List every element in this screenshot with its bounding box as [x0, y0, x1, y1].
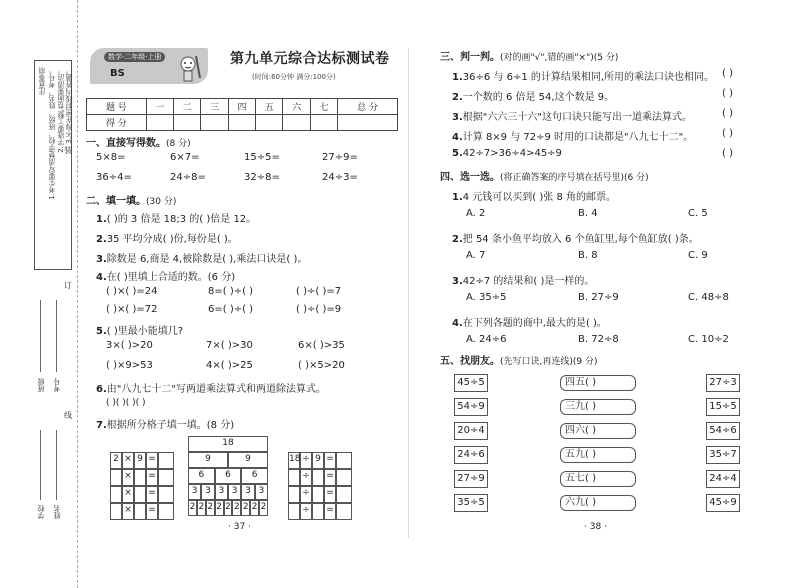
question-number: 3. [452, 112, 463, 123]
section-5-hint: (先写口诀,再连线)(9 分) [500, 357, 598, 367]
bar-segment: 2 [241, 500, 250, 516]
score-table-score-row [87, 115, 398, 131]
grid-answer-cell[interactable] [336, 452, 352, 469]
note-1: 1.考生要写清楚学校、班级、姓名、考号。 [48, 67, 56, 200]
question-2-6 [96, 380, 326, 395]
field-name-label: 姓名 [53, 505, 61, 519]
calc-item[interactable]: 32÷8= [244, 172, 280, 183]
calc-item[interactable]: 27÷9= [322, 152, 358, 163]
match-mid-box[interactable]: 六九( ) [560, 495, 636, 511]
fill-item[interactable]: 4×( )>25 [206, 360, 253, 371]
option[interactable]: B. 8 [578, 250, 598, 261]
bar-segment: 3 [201, 484, 214, 500]
option[interactable]: B. 27÷9 [578, 292, 619, 303]
bar-segment: 2 [250, 500, 259, 516]
question-text: 35 平均分成( )份,每份是( )。 [106, 234, 238, 245]
grid-cell[interactable] [110, 469, 122, 486]
notes-box [34, 60, 72, 270]
grid-cell[interactable] [110, 486, 122, 503]
bar-segment: 6 [215, 468, 242, 484]
match-left-box[interactable]: 20÷4 [454, 422, 488, 440]
grid-cell[interactable] [110, 503, 122, 520]
bar-segment: 6 [241, 468, 268, 484]
section-5-heading: 五、找朋友。 [440, 356, 500, 367]
question-number: 1. [96, 214, 107, 225]
grid-cell: × [122, 452, 134, 469]
grid-cell: ÷ [300, 503, 312, 520]
match-right-box[interactable]: 35÷7 [706, 446, 740, 464]
bar-segment: 3 [241, 484, 254, 500]
page-number-right: · 38 · [584, 522, 607, 532]
score-header-cell: 题 号 [87, 99, 147, 115]
calc-item[interactable]: 15÷5= [244, 152, 280, 163]
question-text: 一个数的 6 倍是 54,这个数是 9。 [462, 92, 615, 103]
score-header-cell: 四 [228, 99, 255, 115]
question-number: 5. [452, 148, 463, 159]
score-header-cell: 二 [174, 99, 201, 115]
grid-cell[interactable] [288, 503, 300, 520]
section-2-points: (30 分) [146, 197, 177, 207]
question-text: 42÷7 的结果和( )是一样的。 [462, 276, 595, 287]
grid-answer-cell[interactable] [336, 503, 352, 520]
grid-cell[interactable]: 9 [312, 452, 324, 469]
bar-segment: 3 [188, 484, 201, 500]
bar-segment: 6 [188, 468, 215, 484]
section-1-title [86, 134, 191, 149]
question-2-6-blanks[interactable]: ( )( )( )( ) [106, 398, 146, 408]
question-2-3[interactable] [96, 250, 307, 265]
bar-segment: 9 [188, 452, 228, 468]
bar-segment: 2 [188, 500, 197, 516]
note-2: 2.字迹要工整,卷面要清洁。 [57, 67, 65, 153]
grid-cell[interactable] [134, 469, 146, 486]
grid-cell[interactable] [288, 469, 300, 486]
pencil-mascot-icon [172, 52, 204, 84]
section-2-title [86, 192, 176, 207]
question-text: 36÷6 与 6÷1 的计算结果相同,所用的乘法口诀也相同。 [462, 72, 715, 83]
binding-strip [0, 0, 78, 588]
score-header-cell: 五 [256, 99, 283, 115]
question-number: 4. [452, 318, 463, 329]
question-text: ( )里最小能填几? [106, 326, 184, 337]
match-left-box[interactable]: 27÷9 [454, 470, 488, 488]
grid-cell[interactable] [134, 503, 146, 520]
seal-char-bottom: 线 [64, 411, 72, 420]
judge-answer-paren[interactable]: ( ) [722, 148, 733, 159]
match-right-box[interactable]: 45÷9 [706, 494, 740, 512]
field-number-label: 考号 [53, 378, 61, 392]
grid-cell[interactable] [312, 503, 324, 520]
match-right-box[interactable]: 24÷4 [706, 470, 740, 488]
judge-answer-paren[interactable]: ( ) [722, 128, 733, 139]
judge-item [452, 68, 714, 83]
judge-item [452, 108, 692, 123]
score-header-cell: 三 [201, 99, 228, 115]
grid-cell: = [324, 469, 336, 486]
calc-item[interactable]: 36÷4= [96, 172, 132, 183]
question-text: 除数是 6,商是 4,被除数是( ),乘法口诀是( )。 [106, 254, 308, 265]
bar-total: 18 [188, 436, 268, 452]
score-cell[interactable] [174, 115, 201, 131]
question-text: 计算 8×9 与 72÷9 时用的口诀都是"八九七十二"。 [462, 132, 694, 143]
option[interactable]: B. 4 [578, 208, 598, 219]
section-3-title [440, 48, 618, 63]
score-table [86, 98, 398, 131]
question-text: 由"八九七十二"写两道乘法算式和两道除法算式。 [106, 384, 326, 395]
question-text: 4 元钱可以买到( )张 8 角的邮票。 [462, 192, 617, 203]
fill-item[interactable]: ( )×( )=24 [106, 286, 158, 297]
option[interactable]: C. 48÷8 [688, 292, 729, 303]
page-divider [408, 48, 409, 538]
grid-cell[interactable] [312, 486, 324, 503]
question-number: 7. [96, 420, 107, 431]
option[interactable]: A. 7 [466, 250, 486, 261]
seal-char-top: 装 [64, 146, 72, 155]
section-5-title [440, 352, 598, 367]
fill-item[interactable]: 7×( )>30 [206, 340, 253, 351]
bar-segment: 3 [228, 484, 241, 500]
grid-answer-cell[interactable] [158, 503, 174, 520]
field-school-line[interactable] [40, 430, 41, 500]
section-1-heading: 一、直接写得数。 [86, 138, 166, 149]
question-text: 在下列各题的商中,最大的是( )。 [462, 318, 607, 329]
grid-cell: ÷ [300, 486, 312, 503]
grid-cell[interactable]: 2 [110, 452, 122, 469]
question-2-7 [96, 416, 234, 431]
grid-cell: = [146, 452, 158, 469]
match-mid-box[interactable]: 五七( ) [560, 471, 636, 487]
grid-cell: = [324, 503, 336, 520]
question-number: 4. [96, 272, 107, 283]
grid-cell: × [122, 469, 134, 486]
match-right-box[interactable]: 15÷5 [706, 398, 740, 416]
bar-segment: 3 [215, 484, 228, 500]
question-text: 把 54 条小鱼平均放入 6 个鱼缸里,每个鱼缸放( )条。 [462, 234, 699, 245]
grid-cell: × [122, 503, 134, 520]
score-header-cell: 总 分 [338, 99, 398, 115]
grid-cell[interactable] [288, 486, 300, 503]
match-mid-box[interactable]: 五九( ) [560, 447, 636, 463]
judge-answer-paren[interactable]: ( ) [722, 68, 733, 79]
question-number: 5. [96, 326, 107, 337]
option[interactable]: C. 10÷2 [688, 334, 729, 345]
option[interactable]: C. 9 [688, 250, 708, 261]
section-4-heading: 四、选一选。 [440, 172, 500, 183]
question-4-4[interactable] [452, 314, 607, 329]
question-2-5 [96, 322, 183, 337]
match-left-box[interactable]: 24÷6 [454, 446, 488, 464]
fill-item[interactable]: 6×( )>35 [298, 340, 345, 351]
match-left-box[interactable]: 54÷9 [454, 398, 488, 416]
score-cell[interactable] [283, 115, 310, 131]
section-4-title [440, 168, 649, 183]
grid-cell[interactable] [312, 469, 324, 486]
bar-segment: 2 [232, 500, 241, 516]
bar-segment: 2 [206, 500, 215, 516]
question-4-2[interactable] [452, 230, 699, 245]
question-text: 根据"六六三十六"这句口诀只能写出一道乘法算式。 [462, 112, 692, 123]
field-class-label: 班级 [37, 378, 45, 392]
fill-item[interactable]: ( )×5>20 [298, 360, 345, 371]
match-left-box[interactable]: 45÷5 [454, 374, 488, 392]
fill-item[interactable]: 3×( )>20 [106, 340, 153, 351]
judge-item [452, 88, 614, 103]
grid-cell: = [146, 503, 158, 520]
option[interactable]: C. 5 [688, 208, 708, 219]
question-number: 3. [452, 276, 463, 287]
grid-cell: = [146, 469, 158, 486]
question-2-1[interactable] [96, 210, 256, 225]
question-number: 2. [452, 92, 463, 103]
question-2-4 [96, 268, 235, 283]
grid-cell[interactable] [134, 486, 146, 503]
grid-cell: ÷ [300, 452, 312, 469]
bar-segment: 2 [259, 500, 268, 516]
match-right-box[interactable]: 54÷6 [706, 422, 740, 440]
subject-label: 数学·二年级·上册 [104, 52, 165, 62]
grid-cell: = [324, 452, 336, 469]
score-cell[interactable] [146, 115, 173, 131]
option[interactable]: A. 2 [466, 208, 486, 219]
question-number: 3. [96, 254, 107, 265]
calc-item[interactable]: 24÷3= [322, 172, 358, 183]
judge-item [452, 128, 693, 143]
score-header-cell: 七 [310, 99, 337, 115]
question-text: 根据所分格子填一填。(8 分) [106, 420, 235, 431]
question-text: 在( )里填上合适的数。(6 分) [106, 272, 236, 283]
score-cell[interactable] [256, 115, 283, 131]
score-table-header-row [87, 99, 398, 115]
match-mid-box[interactable]: 三九( ) [560, 399, 636, 415]
grid-answer-cell[interactable] [158, 469, 174, 486]
fill-item[interactable]: 8=( )÷( ) [208, 286, 254, 297]
section-3-hint: (对的画"√",错的画"×")(5 分) [500, 53, 619, 63]
question-4-3[interactable] [452, 272, 594, 287]
score-cell[interactable] [310, 115, 337, 131]
question-2-2[interactable] [96, 230, 238, 245]
field-name-line[interactable] [56, 430, 57, 500]
grid-cell[interactable]: 18 [288, 452, 300, 469]
fill-item[interactable]: ( )÷( )=7 [296, 286, 342, 297]
grid-cell: × [122, 486, 134, 503]
bar-segment: 2 [224, 500, 233, 516]
score-row-label: 得 分 [87, 115, 147, 131]
question-text: 42÷7>36÷4>45÷9 [462, 148, 562, 159]
option[interactable]: B. 72÷8 [578, 334, 619, 345]
match-right-box[interactable]: 27÷3 [706, 374, 740, 392]
question-number: 4. [452, 132, 463, 143]
question-number: 6. [96, 384, 107, 395]
grid-cell: = [146, 486, 158, 503]
score-header-cell: 六 [283, 99, 310, 115]
grid-cell: ÷ [300, 469, 312, 486]
score-cell[interactable] [338, 115, 398, 131]
field-number-line[interactable] [56, 300, 57, 372]
option[interactable]: A. 24÷6 [466, 334, 507, 345]
score-cell[interactable] [228, 115, 255, 131]
fill-item[interactable]: ( )×( )=72 [106, 304, 158, 315]
option[interactable]: A. 35÷5 [466, 292, 507, 303]
fill-item[interactable]: ( )÷( )=9 [296, 304, 342, 315]
section-2-heading: 二、填一填。 [86, 196, 146, 207]
field-class-line[interactable] [40, 300, 41, 372]
page-number-left: · 37 · [228, 522, 251, 532]
question-text: ( )的 3 倍是 18;3 的( )倍是 12。 [106, 214, 257, 225]
question-number: 2. [96, 234, 107, 245]
grid-answer-cell[interactable] [158, 452, 174, 469]
question-number: 2. [452, 234, 463, 245]
calc-item[interactable]: 24÷8= [170, 172, 206, 183]
bar-segment: 2 [197, 500, 206, 516]
match-mid-box[interactable]: 四五( ) [560, 375, 636, 391]
note-3: 3.不得在密封线内答题。 [65, 67, 73, 144]
bar-segment: 9 [228, 452, 268, 468]
section-4-hint: (将正确答案的序号填在括号里)(6 分) [500, 173, 649, 183]
page-title: 第九单元综合达标测试卷 [230, 51, 390, 67]
calc-item[interactable]: 6×7= [170, 152, 200, 163]
question-4-1[interactable] [452, 188, 616, 203]
match-left-box[interactable]: 35÷5 [454, 494, 488, 512]
judge-answer-paren[interactable]: ( ) [722, 88, 733, 99]
notes-heading: 注意事项 [38, 67, 46, 95]
grid-cell: = [324, 486, 336, 503]
exam-info: (时间:60分钟 满分:100分) [252, 73, 336, 81]
grid-answer-cell[interactable] [336, 469, 352, 486]
grid-cell[interactable]: 9 [134, 452, 146, 469]
score-header-cell: 一 [146, 99, 173, 115]
bar-segment: 3 [255, 484, 268, 500]
section-1-points: (8 分) [166, 139, 191, 149]
question-number: 1. [452, 72, 463, 83]
match-mid-box[interactable]: 四六( ) [560, 423, 636, 439]
score-cell[interactable] [201, 115, 228, 131]
judge-item [452, 148, 562, 159]
seal-char-mid: 订 [64, 281, 72, 290]
grid-answer-cell[interactable] [336, 486, 352, 503]
field-school-label: 学校 [37, 505, 45, 519]
bar-segment: 2 [215, 500, 224, 516]
fill-item[interactable]: ( )×9>53 [106, 360, 153, 371]
judge-answer-paren[interactable]: ( ) [722, 108, 733, 119]
question-number: 1. [452, 192, 463, 203]
grid-answer-cell[interactable] [158, 486, 174, 503]
edition-label: BS [110, 68, 125, 79]
section-3-heading: 三、判一判。 [440, 52, 500, 63]
fill-item[interactable]: 6=( )÷( ) [208, 304, 254, 315]
calc-item[interactable]: 5×8= [96, 152, 126, 163]
